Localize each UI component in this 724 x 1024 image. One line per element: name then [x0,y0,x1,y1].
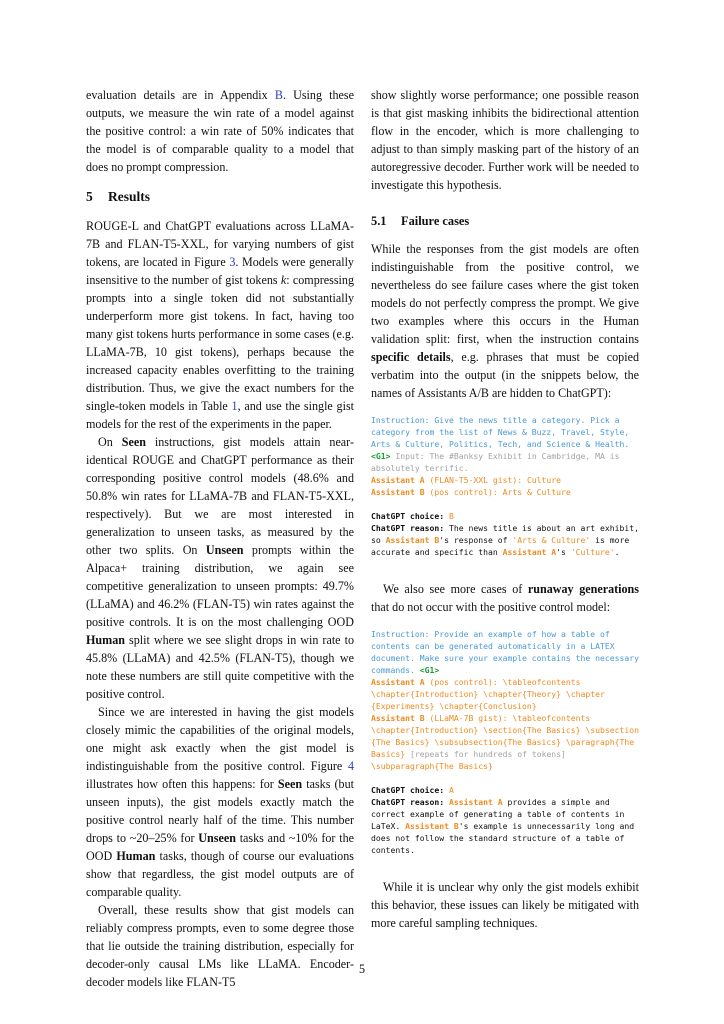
paragraph-mimic: Since we are interested in having the gist models closely mimic the capabilities of the original models, one might ask exactly when the gist model is indistinguishable from the positive control. Figure 4 illustrates how often this happens: for Seen tasks (but unseen inputs), the gist models exactly match the positive control nearly half of the time. This number drops to ~20–25% for Unseen tasks and ~10% for the OOD Human tasks, though of course our evaluations show that regardless, the gist model outputs are of comparable quality. [86,705,354,899]
example-1-snippet [371,414,639,498]
example-1-assistant-a: Assistant A (FLAN-T5-XXL gist): Culture [371,475,562,485]
example-2-reason: ChatGPT reason: Assistant A provides a simple and correct example of generating a table of contents in LaTeX. Assistant B's example is unnecessarily long and does not follow the standard structure of a table of contents. [371,797,635,855]
example-2-prompt: Instruction: Provide an example of how a table of contents can be generated automatically in a LATEX document. Make sure your example contains the necessary commands. <G1> [371,629,640,675]
example-1-prompt: Instruction: Give the news title a category. Pick a category from the list of News & Buzz, Travel, Style, Arts & Culture, Politics, Tech, and Science & Health. <G1> Input: The #Banksy Exhibit in Cambridge, MA is absolutely terrific. [371,415,630,473]
table-1-link[interactable]: 1 [231,399,238,413]
figure-3-link[interactable]: 3 [229,255,236,269]
paragraph-runaway: We also see more cases of runaway generations that do not occur with the positive control model: [371,582,639,614]
gist-token: <G1> [419,665,440,675]
left-column [86,86,354,991]
section-5-heading: 5 Results [86,189,151,204]
paragraph-overall: Overall, these results show that gist models can reliably compress prompts, even to some degree those that lie outside the training distribution, especially for decoder-only causal LMs like LLaMA. Encoder-decoder models like FLAN-T5 [86,903,354,989]
example-1-judgment [371,510,639,558]
paragraph-final: While it is unclear why only the gist models exhibit this behavior, these issues can likely be mitigated with more careful sampling techniques. [371,880,639,930]
paragraph-results: ROUGE-L and ChatGPT evaluations across LLaMA-7B and FLAN-T5-XXL, for varying numbers of gist tokens, are located in Figure 3. Models were generally insensitive to the number of gist tokens k: compressing prompts into a single token did not substantially underperform more gist tokens. In fact, having too many gist tokens hurts performance in some cases (e.g. LLaMA-7B, 10 gist tokens), perhaps because the increased capacity enables overfitting to the training distribution. Thus, we give the exact numbers for the single-token models in Table 1, and use the single gist models for the rest of the experiments in the paper. [86,219,355,431]
example-1-reason: ChatGPT reason: The news title is about an art exhibit, so Assistant B's response of 'Arts & Culture' is more accurate and specific than Assistant A's 'Culture'. [371,523,640,557]
paragraph-failure: While the responses from the gist models are often indistinguishable from the positive control, we nevertheless do see failure cases where the gist token models do not perfectly compress the prompt. We give two examples where this occurs in the Human validation split: first, when the instruction contains specific details, e.g. phrases that must be copied verbatim into the output (in the snippets below, the names of Assistants A/B are hidden to ChatGPT): [371,242,640,400]
example-1-choice: ChatGPT choice: B [371,511,454,521]
subsection-5-1-heading: 5.1 Failure cases [371,214,470,228]
gist-token: <G1> [371,451,391,461]
paragraph-continued: show slightly worse performance; one possible reason is that gist masking inhibits the bidirectional attention flow in the encoder, which is more challenging to adjust to than simply masking part of the history of an autoregressive decoder. Further work will be needed to investigate this hypothesis. [371,88,639,192]
example-2-judgment [371,784,639,856]
example-2-assistant-b: Assistant B (LLaMA-7B gist): \tableofcontents \chapter{Introduction} \section{The Basics} \subsection {The Basics} \subsubsection{The Basics} \paragraph{The Basics} [repeats for hundreds of tokens] \subparagraph{The Basics} [371,713,640,771]
example-2-choice: ChatGPT choice: A [371,785,454,795]
paragraph-intro: evaluation details are in Appendix B. Using these outputs, we measure the win rate of a model against the positive control: a win rate of 50% indicates that the model is of comparable quality to a model that does no prompt compression. [86,88,354,174]
paragraph-seen: On Seen instructions, gist models attain near-identical ROUGE and ChatGPT performance as their corresponding positive control models (48.6% and 50.8% win rates for LLaMA-7B and FLAN-T5-XXL, respectively). But we are most interested in generalization to unseen tasks, as measured by the other two splits. On Unseen prompts within the Alpaca+ training distribution, we again see competitive generalization to unseen prompts: 49.7% (LLaMA) and 46.2% (FLAN-T5) win rates against the positive controls. It is on the most challenging OOD Human split where we see slight drops in win rate to 45.8% (LLaMA) and 42.5% (FLAN-T5), though we note these numbers are still quite competitive with the positive control. [86,435,354,701]
figure-4-link[interactable]: 4 [347,759,354,773]
example-2-snippet [371,628,639,772]
page-number: 5 [358,962,366,976]
appendix-b-link[interactable]: B [274,88,283,102]
example-2-assistant-a: Assistant A (pos control): \tableofcontents \chapter{Introduction} \chapter{Theory} \chapter {Experiments} \chapter{Conclusion} [371,677,605,711]
right-column [371,86,639,932]
example-1-assistant-b: Assistant B (pos control): Arts & Culture [371,487,571,497]
